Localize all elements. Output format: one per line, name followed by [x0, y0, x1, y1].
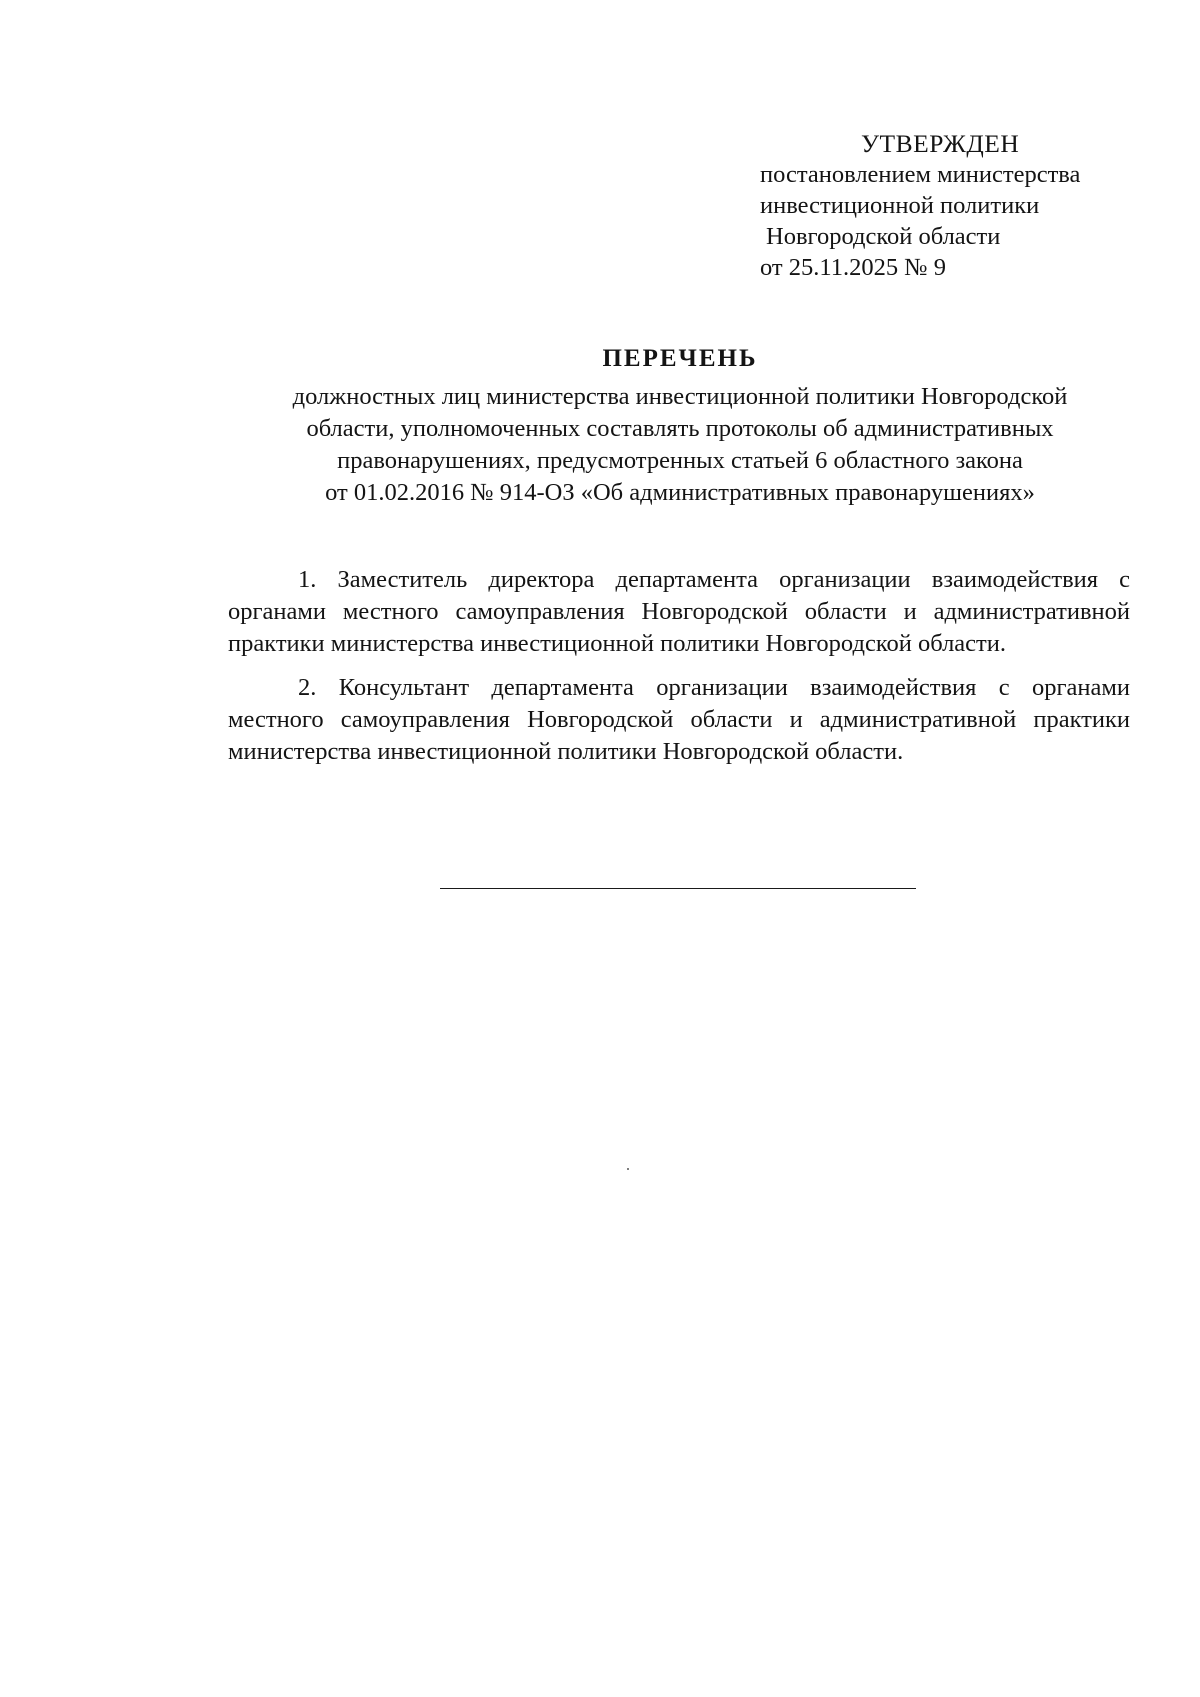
document-subtitle [230, 381, 1130, 509]
approval-line-decree: постановлением министерства [760, 161, 1081, 188]
end-divider [440, 888, 916, 889]
subtitle-line: должностных лиц министерства инвестиционной политики Новгородской [292, 383, 1068, 410]
document-title: ПЕРЕЧЕНЬ [602, 345, 758, 372]
subtitle-line: правонарушениях, предусмотренных статьей 6 областного закона [337, 447, 1023, 474]
officials-list [228, 564, 1130, 780]
approval-stamp [760, 128, 1160, 283]
approval-line-region: Новгородской области [766, 223, 1001, 250]
list-item-consultant: 2. Консультант департамента организации взаимодействия с органами местного самоуправления Новгородской области и административной практики министерства инвестиционной политики Новгородской области. [228, 674, 1130, 765]
subtitle-line: области, уполномоченных составлять протоколы об административных [306, 415, 1054, 442]
document-heading [230, 343, 1130, 509]
list-item-deputy-director: 1. Заместитель директора департамента организации взаимодействия с органами местного самоуправления Новгородской области и административной практики министерства инвестиционной политики Новгородской области. [228, 566, 1130, 657]
approval-word: УТВЕРЖДЕН [861, 129, 1020, 158]
scan-speck [627, 1168, 629, 1170]
approval-line-date: от 25.11.2025 № 9 [760, 254, 946, 281]
subtitle-line: от 01.02.2016 № 914-ОЗ «Об административных правонарушениях» [325, 479, 1035, 506]
approval-line-ministry: инвестиционной политики [760, 192, 1040, 219]
